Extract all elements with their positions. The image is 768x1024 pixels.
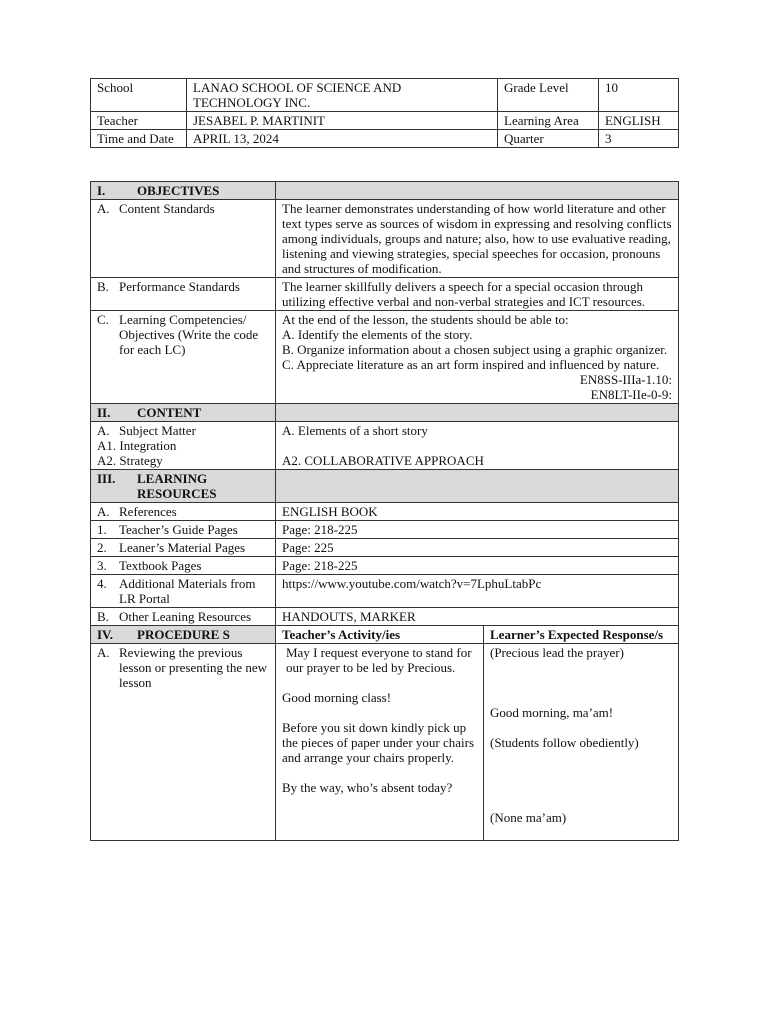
performance-standards-row: B. Performance Standards The learner skillfully delivers a speech for a special occasion through utilizing effective verbal and non-verbal strategies and ICT resources. bbox=[91, 278, 679, 311]
learner-response-4: (None ma’am) bbox=[490, 810, 567, 825]
teacher-activity-header: Teacher’s Activity/ies bbox=[276, 626, 484, 644]
textbook-row: 3. Textbook Pages Page: 218-225 bbox=[91, 557, 679, 575]
strategy-value: A2. COLLABORATIVE APPROACH bbox=[282, 453, 484, 468]
content-standards-text: The learner demonstrates understanding of how world literature and other text types serve as sources of wisdom in expressing and resolving conflicts among individuals, groups and nature; also, how to use evaluative reading, listening and viewing strategies, special speeches for occasion, pronouns and structures of modification. bbox=[276, 200, 679, 278]
textbook-label: Textbook Pages bbox=[119, 558, 202, 573]
teacher-row bbox=[91, 112, 679, 130]
content-section-header bbox=[91, 404, 679, 422]
grade-level-value: 10 bbox=[599, 79, 679, 112]
lesson-plan-table bbox=[90, 181, 679, 841]
learning-competencies-row: C. Learning Competencies/ Objectives (Write the code for each LC) At the end of the lesson, the students should be able to: A. Identify the elements of the story. B. Organize information about a chosen subject using a graphic organizer. C. Appreciate literature as an art form inspired and influenced by nature. EN8SS-IIIa-1.10: EN8LT-IIe-0-9: bbox=[91, 311, 679, 404]
other-resources-value: HANDOUTS, MARKER bbox=[276, 608, 679, 626]
time-date-label: Time and Date bbox=[91, 130, 187, 148]
school-row bbox=[91, 79, 679, 112]
grade-level-label: Grade Level bbox=[498, 79, 599, 112]
school-label: School bbox=[91, 79, 187, 112]
competency-code-2: EN8LT-IIe-0-9: bbox=[590, 387, 672, 402]
learning-competencies-text: At the end of the lesson, the students should be able to: A. Identify the elements of the story. B. Organize information about a chosen subject using a graphic organizer. C. Appreciate literature as an art form inspired and influenced by nature. EN8SS-IIIa-1.10: EN8LT-IIe-0-9: bbox=[276, 311, 679, 404]
content-standards-label: Content Standards bbox=[119, 201, 215, 216]
references-value: ENGLISH BOOK bbox=[276, 503, 679, 521]
learner-response-cell bbox=[484, 644, 679, 841]
performance-standards-label: Performance Standards bbox=[119, 279, 240, 294]
subject-matter-row: A. Subject Matter A1. Integration A2. Strategy A. Elements of a short story A2. COLLABORATIVE APPROACH bbox=[91, 422, 679, 470]
other-resources-row: B. Other Leaning Resources HANDOUTS, MARKER bbox=[91, 608, 679, 626]
objective-b: B. Organize information about a chosen subject using a graphic organizer. bbox=[282, 342, 668, 357]
learning-area-label: Learning Area bbox=[498, 112, 599, 130]
references-row: A. References ENGLISH BOOK bbox=[91, 503, 679, 521]
teacher-activity-cell bbox=[276, 644, 484, 841]
learner-response-3: (Students follow obediently) bbox=[490, 735, 639, 750]
additional-materials-row: 4. Additional Materials from LR Portal https://www.youtube.com/watch?v=7LphuLtabPc bbox=[91, 575, 679, 608]
procedures-section-header bbox=[91, 626, 679, 644]
additional-materials-label: Additional Materials from LR Portal bbox=[119, 576, 256, 606]
strategy-label: A2. Strategy bbox=[97, 453, 163, 468]
teachers-guide-row: 1. Teacher’s Guide Pages Page: 218-225 bbox=[91, 521, 679, 539]
objectives-section-header bbox=[91, 182, 679, 200]
quarter-value: 3 bbox=[599, 130, 679, 148]
teacher-label: Teacher bbox=[91, 112, 187, 130]
time-row bbox=[91, 130, 679, 148]
learner-response-1: (Precious lead the prayer) bbox=[490, 645, 624, 660]
textbook-value: Page: 218-225 bbox=[276, 557, 679, 575]
content-title: II. CONTENT bbox=[91, 404, 276, 422]
objective-a: A. Identify the elements of the story. bbox=[282, 327, 473, 342]
reviewing-lesson-row: A. Reviewing the previous lesson or presenting the new lesson May I request everyone to stand for our prayer to be led by Precious. Good morning class! Before you sit down kindly pick up the pieces of paper under your chairs and arrange your chairs properly. By the way, who’s absent today? (Precious lead the prayer) Good morning, ma’am! (Students follow obediently) (None ma’am) bbox=[91, 644, 679, 841]
objective-c: C. Appreciate literature as an art form inspired and influenced by nature. bbox=[282, 357, 660, 372]
teacher-activity-3: Before you sit down kindly pick up the pieces of paper under your chairs and arrange your chairs properly. bbox=[282, 720, 475, 765]
school-value: LANAO SCHOOL OF SCIENCE AND TECHNOLOGY INC. bbox=[187, 79, 498, 112]
performance-standards-text: The learner skillfully delivers a speech for a special occasion through utilizing effective verbal and non-verbal strategies and ICT resources. bbox=[276, 278, 679, 311]
teacher-value: JESABEL P. MARTINIT bbox=[187, 112, 498, 130]
subject-matter-value: A. Elements of a short story bbox=[282, 423, 428, 438]
resources-section-header bbox=[91, 470, 679, 503]
procedures-title: IV. PROCEDURE S bbox=[91, 626, 276, 644]
learning-area-value: ENGLISH bbox=[599, 112, 679, 130]
teacher-activity-1: May I request everyone to stand for our prayer to be led by Precious. bbox=[286, 645, 472, 675]
content-standards-row: A. Content Standards The learner demonstrates understanding of how world literature and other text types serve as sources of wisdom in expressing and resolving conflicts among individuals, groups and nature; also, how to use evaluative reading, listening and viewing strategies, special speeches for occasion, pronouns and structures of modification. bbox=[91, 200, 679, 278]
learners-material-row: 2. Leaner’s Material Pages Page: 225 bbox=[91, 539, 679, 557]
learner-response-header: Learner’s Expected Response/s bbox=[484, 626, 679, 644]
reviewing-lesson-label: Reviewing the previous lesson or presenting the new lesson bbox=[119, 645, 268, 690]
time-date-value: APRIL 13, 2024 bbox=[187, 130, 498, 148]
objectives-title: I. OBJECTIVES bbox=[91, 182, 276, 200]
quarter-label: Quarter bbox=[498, 130, 599, 148]
other-resources-label: Other Leaning Resources bbox=[119, 609, 252, 624]
teacher-activity-4: By the way, who’s absent today? bbox=[282, 780, 453, 795]
additional-materials-link[interactable]: https://www.youtube.com/watch?v=7LphuLtabPc bbox=[276, 575, 679, 608]
integration-label: A1. Integration bbox=[97, 438, 177, 453]
teacher-activity-2: Good morning class! bbox=[282, 690, 392, 705]
learning-competencies-label: Learning Competencies/ Objectives (Write the code for each LC) bbox=[119, 312, 259, 357]
references-label: References bbox=[119, 504, 177, 519]
learners-material-value: Page: 225 bbox=[276, 539, 679, 557]
header-table bbox=[90, 78, 679, 148]
competency-code-1: EN8SS-IIIa-1.10: bbox=[579, 372, 672, 387]
subject-matter-label: Subject Matter bbox=[119, 423, 196, 438]
learner-response-2: Good morning, ma’am! bbox=[490, 705, 614, 720]
learners-material-label: Leaner’s Material Pages bbox=[119, 540, 246, 555]
resources-title: III. LEARNING RESOURCES bbox=[91, 470, 276, 503]
teachers-guide-value: Page: 218-225 bbox=[276, 521, 679, 539]
teachers-guide-label: Teacher’s Guide Pages bbox=[119, 522, 238, 537]
